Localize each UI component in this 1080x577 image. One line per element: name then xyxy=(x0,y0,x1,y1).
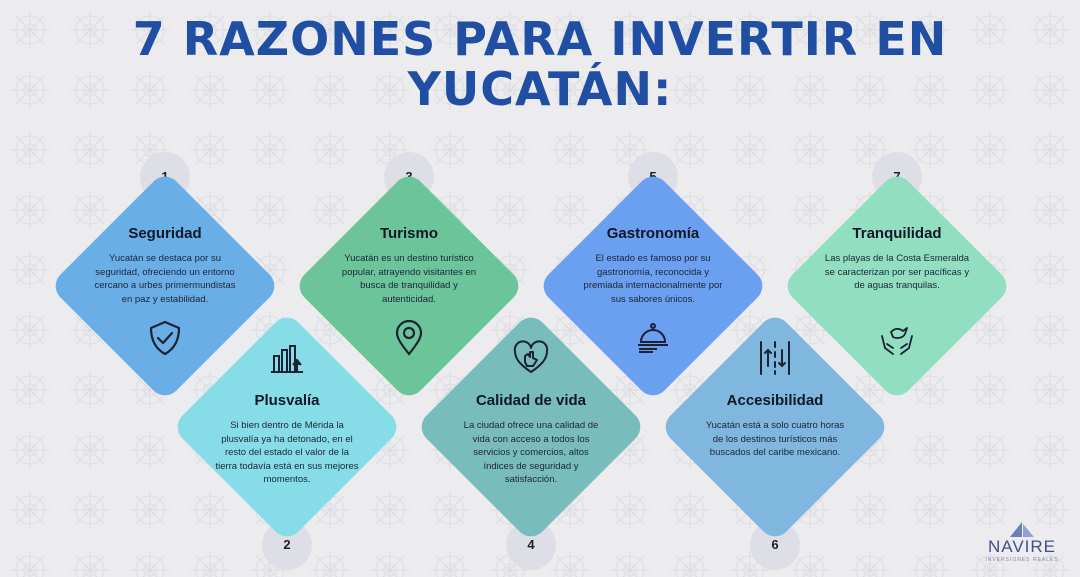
reason-title: Turismo xyxy=(379,225,439,242)
road-arrows-icon xyxy=(755,338,795,378)
reason-text: La ciudad ofrece una calidad de vida con acceso a todos los servicios y comercios, altos índices de seguridad y satisfacción. xyxy=(463,420,599,485)
reason-number-4: 4 xyxy=(506,520,556,570)
reason-card-plusvalia xyxy=(172,312,402,542)
reason-number-6: 6 xyxy=(750,520,800,570)
reason-number-2: 2 xyxy=(262,520,312,570)
reason-title: Calidad de vida xyxy=(475,392,587,409)
reason-title: Tranquilidad xyxy=(852,225,942,242)
heart-hand-icon xyxy=(511,338,551,378)
reason-text: El estado es famoso por su gastronomía, reconocida y premiada internacionalmente por sus sabores únicos. xyxy=(583,253,723,305)
reason-title: Gastronomía xyxy=(606,225,700,242)
reason-text: Si bien dentro de Mérida la plusvalía ya ha detonado, en el resto del estado el valor de la tierra todavía está en sus mejores momentos. xyxy=(215,420,359,485)
reason-title: Plusvalía xyxy=(254,392,320,409)
reason-text: Yucatán es un destino turístico popular, atrayendo visitantes en busca de tranquilidad y autenticidad. xyxy=(341,253,477,305)
reason-text: Yucatán está a solo cuatro horas de los destinos turísticos más buscados del caribe mexicano. xyxy=(705,420,845,458)
reason-text: Yucatán se destaca por su seguridad, ofreciendo un entorno cercano a urbes primermundistas en paz y estabilidad. xyxy=(94,253,236,305)
reason-card-calidad-de-vida xyxy=(416,312,646,542)
reason-title: Seguridad xyxy=(128,225,202,242)
reason-text: Las playas de la Costa Esmeralda se caracterizan por ser pacíficas y de aguas tranquilas. xyxy=(824,253,970,291)
sail-logo-icon xyxy=(1004,520,1040,538)
reason-title: Accesibilidad xyxy=(726,392,824,409)
bar-chart-up-icon xyxy=(267,338,307,378)
logo-brand: NAVIRE xyxy=(987,537,1057,556)
logo-tagline: INVERSIONES REALES xyxy=(985,557,1059,563)
reason-card-accesibilidad xyxy=(660,312,890,542)
navire-logo xyxy=(980,520,1064,570)
page-title: 7 RAZONES PARA INVERTIR EN YUCATÁN: xyxy=(132,12,948,116)
